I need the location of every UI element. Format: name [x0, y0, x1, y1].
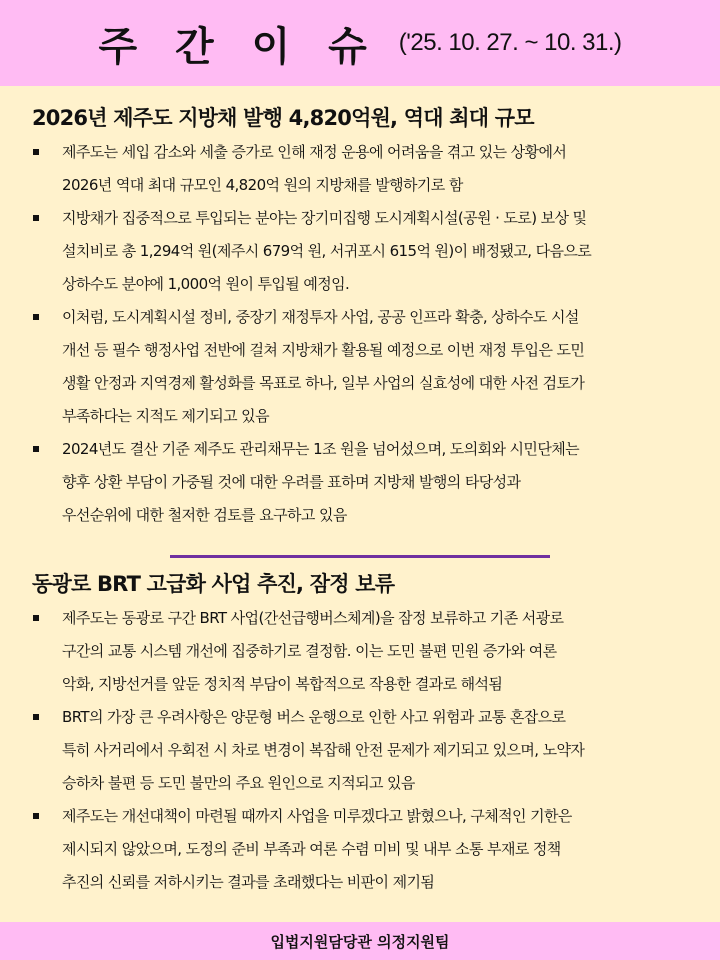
- bullet-text-line: 개선 등 필수 행정사업 전반에 걸쳐 지방채가 활용될 예정으로 이번 재정 투입은 도민: [62, 341, 585, 359]
- section-brt: [0, 566, 720, 899]
- page-title: 주 간 이 슈: [98, 23, 379, 70]
- square-bullet-icon: [33, 446, 39, 452]
- section-heading: 2026년 제주도 지방채 발행 4,820억원, 역대 최대 규모: [32, 106, 534, 130]
- bullet-item: [0, 602, 720, 701]
- square-bullet-icon: [33, 314, 39, 320]
- bullet-text-line: 우선순위에 대한 철저한 검토를 요구하고 있음: [62, 506, 347, 524]
- bullet-text-line: BRT의 가장 큰 우려사항은 양문형 버스 운행으로 인한 사고 위험과 교통 혼잡으로: [62, 708, 566, 726]
- bullet-text-line: 구간의 교통 시스템 개선에 집중하기로 결정함. 이는 도민 불편 민원 증가와 여론: [62, 642, 557, 660]
- square-bullet-icon: [33, 714, 39, 720]
- bullet-text-line: 제시되지 않았으며, 도정의 준비 부족과 여론 수렴 미비 및 내부 소통 부재로 정책: [62, 840, 561, 858]
- square-bullet-icon: [33, 813, 39, 819]
- bullet-item: [0, 202, 720, 301]
- bullet-text-line: 제주도는 개선대책이 마련될 때까지 사업을 미루겠다고 밝혔으나, 구체적인 기한은: [62, 807, 572, 825]
- bullet-text-line: 추진의 신뢰를 저하시키는 결과를 초래했다는 비판이 제기됨: [62, 873, 435, 891]
- bullet-item: [0, 800, 720, 899]
- bullet-text-line: 설치비로 총 1,294억 원(제주시 679억 원, 서귀포시 615억 원)이 배정됐고, 다음으로: [62, 242, 592, 260]
- footer: [0, 922, 720, 960]
- square-bullet-icon: [33, 149, 39, 155]
- square-bullet-icon: [33, 615, 39, 621]
- bullet-text-line: 특히 사거리에서 우회전 시 차로 변경이 복잡해 안전 문제가 제기되고 있으며, 노약자: [62, 741, 585, 759]
- bullet-text-line: 생활 안정과 지역경제 활성화를 목표로 하나, 일부 사업의 실효성에 대한 사전 검토가: [62, 374, 585, 392]
- bullet-text-line: 2024년도 결산 기준 제주도 관리채무는 1조 원을 넘어섰으며, 도의회와 시민단체는: [62, 440, 579, 458]
- footer-text: 입법지원담당관 의정지원팀: [270, 932, 450, 951]
- bullet-text-line: 이처럼, 도시계획시설 정비, 중장기 재정투자 사업, 공공 인프라 확충, 상하수도 시설: [62, 308, 579, 326]
- bullet-text-line: 부족하다는 지적도 제기되고 있음: [62, 407, 269, 425]
- section-local-bonds: [0, 100, 720, 532]
- bullet-text-line: 상하수도 분야에 1,000억 원이 투입될 예정임.: [62, 275, 350, 293]
- bullet-text-line: 향후 상환 부담이 가중될 것에 대한 우려를 표하며 지방채 발행의 타당성과: [62, 473, 521, 491]
- bullet-item: [0, 433, 720, 532]
- bullet-text-line: 승하차 불편 등 도민 불만의 주요 원인으로 지적되고 있음: [62, 774, 415, 792]
- square-bullet-icon: [33, 215, 39, 221]
- bullet-item: [0, 136, 720, 202]
- bullet-text-line: 지방채가 집중적으로 투입되는 분야는 장기미집행 도시계획시설(공원 · 도로) 보상 및: [62, 209, 587, 227]
- bullet-text-line: 2026년 역대 최대 규모인 4,820억 원의 지방채를 발행하기로 함: [62, 176, 463, 194]
- bullet-item: [0, 701, 720, 800]
- bullet-text-line: 제주도는 세입 감소와 세출 증가로 인해 재정 운용에 어려움을 겪고 있는 상황에서: [62, 143, 567, 161]
- date-range: ('25. 10. 27. ~ 10. 31.): [398, 29, 622, 56]
- bullet-item: [0, 301, 720, 433]
- header-banner: [0, 0, 720, 86]
- bullet-text-line: 악화, 지방선거를 앞둔 정치적 부담이 복합적으로 작용한 결과로 해석됨: [62, 675, 503, 693]
- section-divider: [170, 555, 550, 558]
- section-heading: 동광로 BRT 고급화 사업 추진, 잠정 보류: [32, 572, 395, 596]
- bullet-text-line: 제주도는 동광로 구간 BRT 사업(간선급행버스체계)을 잠정 보류하고 기존 서광로: [62, 609, 564, 627]
